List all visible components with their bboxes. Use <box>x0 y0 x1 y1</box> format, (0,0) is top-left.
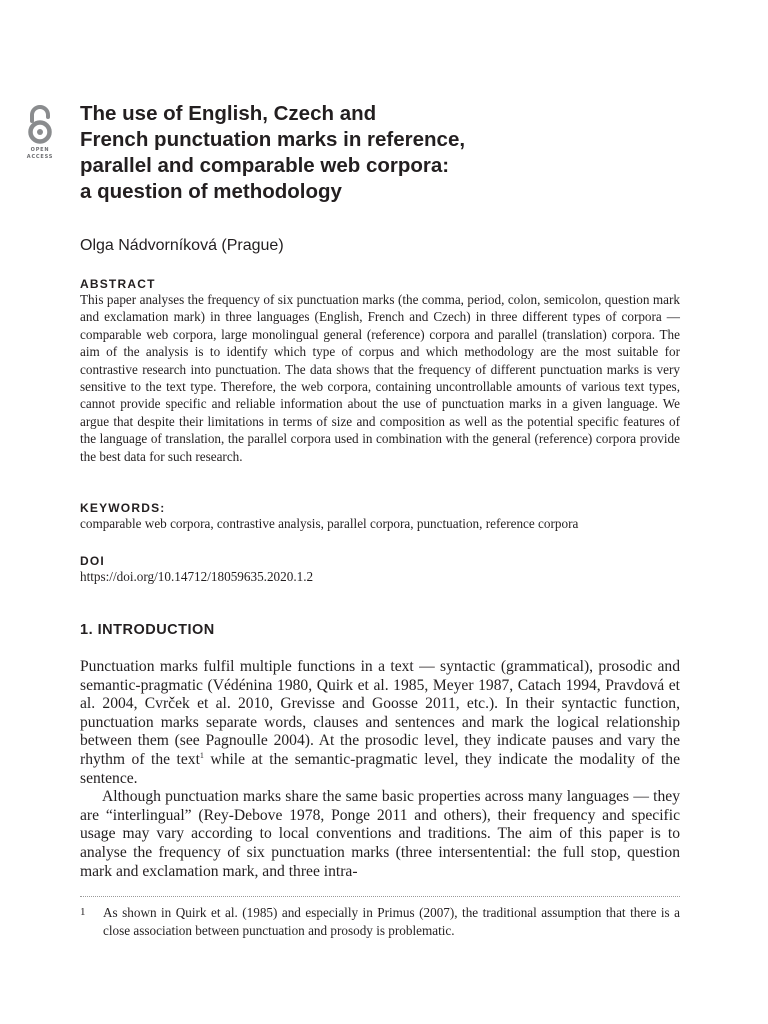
footnote-ref[interactable]: 1 <box>199 750 204 760</box>
open-access-label: OPEN ACCESS <box>26 147 54 160</box>
footnote-text: As shown in Quirk et al. (1985) and especially in Primus (2007), the traditional assumption that there is a close association between punctuation and prosody is problematic. <box>103 905 680 938</box>
article-title <box>80 101 640 205</box>
title-line: French punctuation marks in reference, <box>80 128 466 151</box>
footnote <box>80 904 680 939</box>
paragraph: Although punctuation marks share the same basic properties across many languages — they are “interlingual” (Rey-Debove 1978, Ponge 2011 and others), their frequency and specific usage may vary according to local conventions and traditions. The aim of this paper is to analyse the frequency of six punctuation marks (three intersentential: the full stop, question mark and exclamation mark, and three intra- <box>80 788 680 880</box>
keywords-text: comparable web corpora, contrastive analysis, parallel corpora, punctuation, reference corpora <box>80 516 579 531</box>
paragraph: Punctuation marks fulfil multiple functions in a text — syntactic (grammatical), prosodic and semantic-pragmatic (Védénina 1980, Quirk et al. 1985, Meyer 1987, Catach 1994, Pravdová et al. 2004, Cvrček et al. 2010, Grevisse and Goosse 2011, etc.). In their syntactic function, punctuation marks separate words, clauses and sentences and mark the logical relationship between them (see Pagnoulle 2004). At the prosodic level, they indicate pauses and vary the rhythm of the text$^1$ while at the semantic-pragmatic level, they indicate the modality of the sentence. <box>80 658 680 787</box>
open-access-icon <box>25 104 55 144</box>
title-line: The use of English, Czech and <box>80 102 377 125</box>
abstract-section <box>80 277 680 465</box>
footnote-divider <box>80 896 680 897</box>
keywords-section <box>80 501 680 532</box>
doi-link[interactable]: https://doi.org/10.14712/18059635.2020.1.2 <box>80 569 314 584</box>
author-name: Olga Nádvorníková (Prague) <box>80 237 284 254</box>
doi-section <box>80 554 680 585</box>
open-access-logo <box>22 104 58 161</box>
abstract-text: This paper analyses the frequency of six punctuation marks (the comma, period, colon, semicolon, question mark and exclamation mark) in three languages (English, French and Czech) in three different types of corpora — comparable web corpora, large monolingual general (reference) corpora and parallel (translation) corpora. The aim of the analysis is to identify which type of corpus and which methodology are the most suitable for contrastive research into punctuation. The data shows that the frequency of different punctuation marks is very sensitive to the text type. Therefore, the web corpora, containing uncontrollable amounts of various text types, cannot provide specific and reliable information about the use of punctuation marks in a given language. We argue that despite their limitations in terms of size and composition as well as the potential specific features of the language of translation, the parallel corpora used in combination with the general (reference) corpora provide the best data for such research. <box>80 292 680 464</box>
footnote-number: 1 <box>80 906 86 918</box>
doi-label: DOI <box>80 554 105 568</box>
title-line: a question of methodology <box>80 180 342 203</box>
keywords-label: KEYWORDS: <box>80 501 166 515</box>
title-line: parallel and comparable web corpora: <box>80 154 450 177</box>
section-heading-introduction: 1. INTRODUCTION <box>80 622 215 638</box>
introduction-body <box>80 658 680 881</box>
abstract-label: ABSTRACT <box>80 277 156 291</box>
